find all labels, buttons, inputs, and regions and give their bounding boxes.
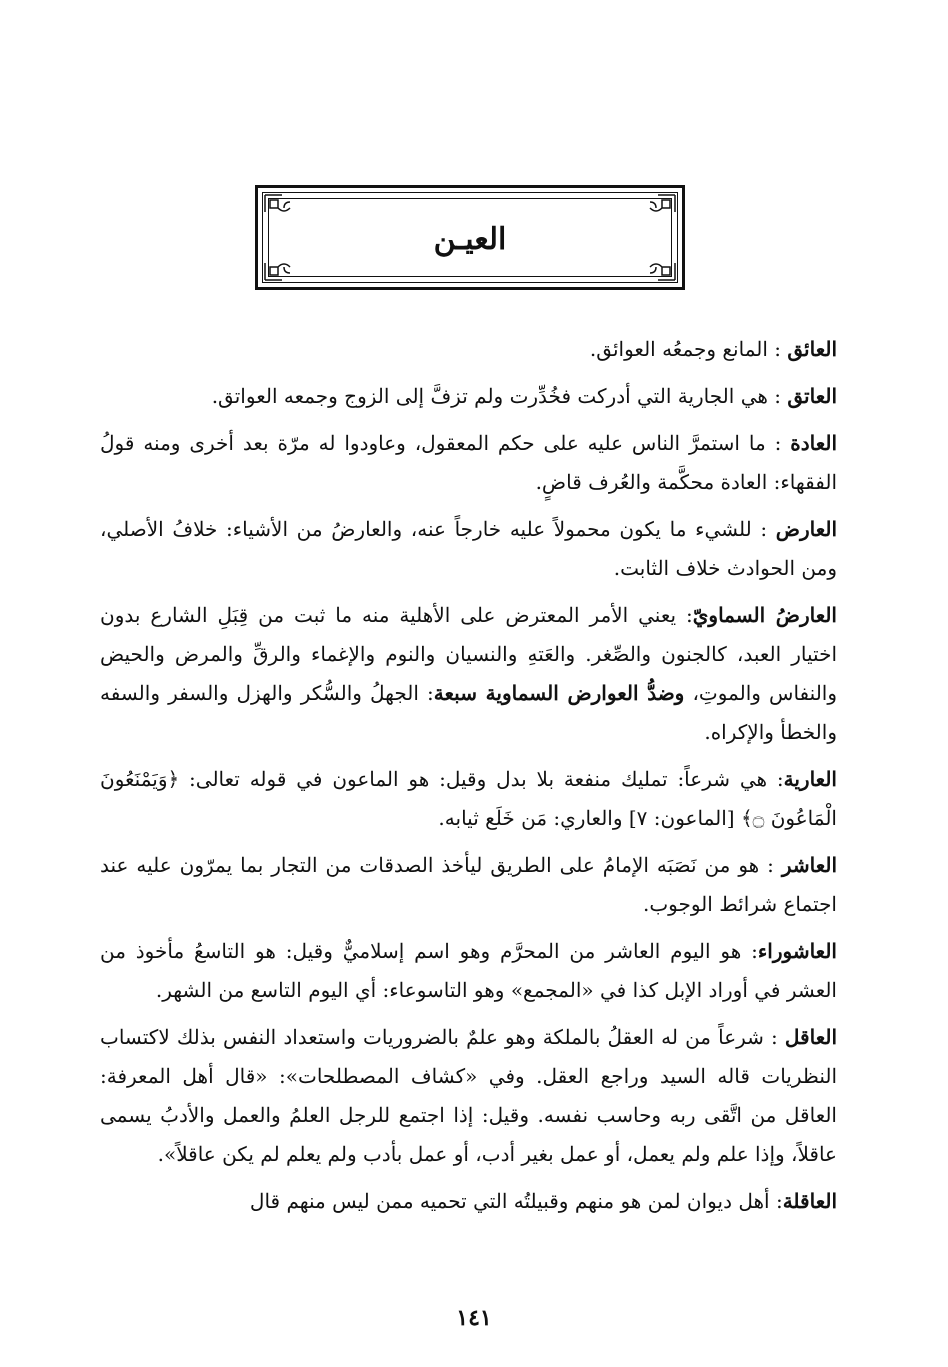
entry-subterm: وضدُّ العوارض السماوية سبعة bbox=[433, 681, 685, 705]
entry-definition: المانع وجمعُه العوائق. bbox=[589, 337, 768, 361]
entry-definition: هي الجارية التي أدركت فخُدِّرت ولم تزفَّ إلى الزوج وجمعه العواتق. bbox=[211, 384, 768, 408]
entry-term: العاشر bbox=[781, 853, 838, 877]
entry-term: العارضُ السماويّ bbox=[692, 603, 837, 627]
entry bbox=[100, 846, 837, 924]
entry-term: العاقل bbox=[784, 1025, 838, 1049]
ornament-icon bbox=[644, 192, 678, 226]
entry-definition: أهل ديوان لمن هو منهم وقبيلتُه التي تحميه ممن ليس منهم قال bbox=[249, 1189, 770, 1213]
entry-separator: : bbox=[765, 431, 791, 455]
entry bbox=[100, 510, 837, 588]
entries-list bbox=[100, 330, 837, 1229]
entry-definition: للشيء ما يكون محمولاً عليه خارجاً عنه، والعارضُ من الأشياء: خلافُ الأصلي، ومن الحوادث خلاف الثابت. bbox=[100, 517, 837, 580]
entry-definition-continued: : الجهلُ والسُّكر والهزل والسفر والسفه والخطأ والإكراه. bbox=[100, 681, 837, 744]
entry-term: العارض bbox=[775, 517, 838, 541]
ornament-icon bbox=[262, 192, 296, 226]
entry-separator: : bbox=[767, 337, 788, 361]
entry-separator: : bbox=[751, 517, 776, 541]
entry-separator: : bbox=[676, 603, 693, 627]
entry-definition: هو اليوم العاشر من المحرَّم وهو اسم إسلاميٌّ وقيل: هو التاسعُ مأخوذ من العشر في أوراد الإبل كذا في «المجمع» وهو التاسوعاء: أي اليوم التاسع من الشهر. bbox=[100, 939, 837, 1002]
entry-definition: ما استمرَّ الناس عليه على حكم المعقول، وعاودوا له مرّة بعد أخرى ومنه قولُ الفقهاء: العادة محكَّمة والعُرف قاضٍ. bbox=[100, 431, 837, 494]
entry-term: العاتق bbox=[787, 384, 837, 408]
entry-definition: هي شرعاً: تمليك منفعة بلا بدل وقيل: هو الماعون في قوله تعالى: ﴿وَيَمْنَعُونَ الْمَاعُونَ ۝﴾ [الماعون: ٧] والعاري: مَن خَلَع ثيابه. bbox=[100, 767, 837, 830]
entry bbox=[100, 932, 837, 1010]
entry bbox=[100, 330, 837, 369]
entry-definition: يعني الأمر المعترض على الأهلية منه ما ثبت من قِبَلِ الشارع بدون اختيار العبد، كالجنون والصِّغر. والعَتهِ والنسيان والنوم والإغماء والرقِّ والمرض والحيض والنفاس والموتِ، bbox=[100, 603, 838, 705]
entry-separator: : bbox=[767, 767, 784, 791]
entry-separator: : bbox=[741, 939, 758, 963]
entry-separator: : bbox=[759, 853, 782, 877]
entry-separator: : bbox=[769, 1189, 783, 1213]
entry-definition: شرعاً من له العقلُ بالملكة وهو علمٌ بالضروريات واستعداد النفس بذلك لاكتساب النظريات قاله السيد وراجع العقل. وفي «كشاف المصطلحات»: «قال أهل المعرفة: العاقل من اتَّقى ربه وحاسب نفسه. وقيل: إذا اجتمع للرجل العلمُ والعمل والأدبُ يسمى عاقلاً، وإذا علم ولم يعمل، أو عمل بغير أدب، أو عمل بأدب ولم يعلم لم يكن عاقلاً». bbox=[100, 1025, 838, 1166]
entry bbox=[100, 1182, 837, 1221]
entry bbox=[100, 760, 837, 838]
entry bbox=[100, 1018, 837, 1174]
chapter-title: العيـن bbox=[433, 222, 507, 257]
entry bbox=[100, 596, 837, 752]
entry-term: العاشوراء bbox=[757, 939, 837, 963]
entry-definition: هو من نَصَبَه الإمامُ على الطريق ليأخذ الصدقات من التجار بما يمرّون عليه عند اجتماع شرائط الوجوب. bbox=[100, 853, 837, 916]
entry-term: العاقلة bbox=[782, 1189, 837, 1213]
entry bbox=[100, 424, 837, 502]
chapter-heading-frame bbox=[255, 185, 685, 290]
entry-separator: : bbox=[767, 384, 788, 408]
entry-separator: : bbox=[763, 1025, 785, 1049]
entry-term: العادة bbox=[790, 431, 838, 455]
entry-term: العائق bbox=[787, 337, 837, 361]
page-number: ١٤١ bbox=[456, 1305, 492, 1331]
entry-term: العارية bbox=[783, 767, 837, 791]
entry bbox=[100, 377, 837, 416]
